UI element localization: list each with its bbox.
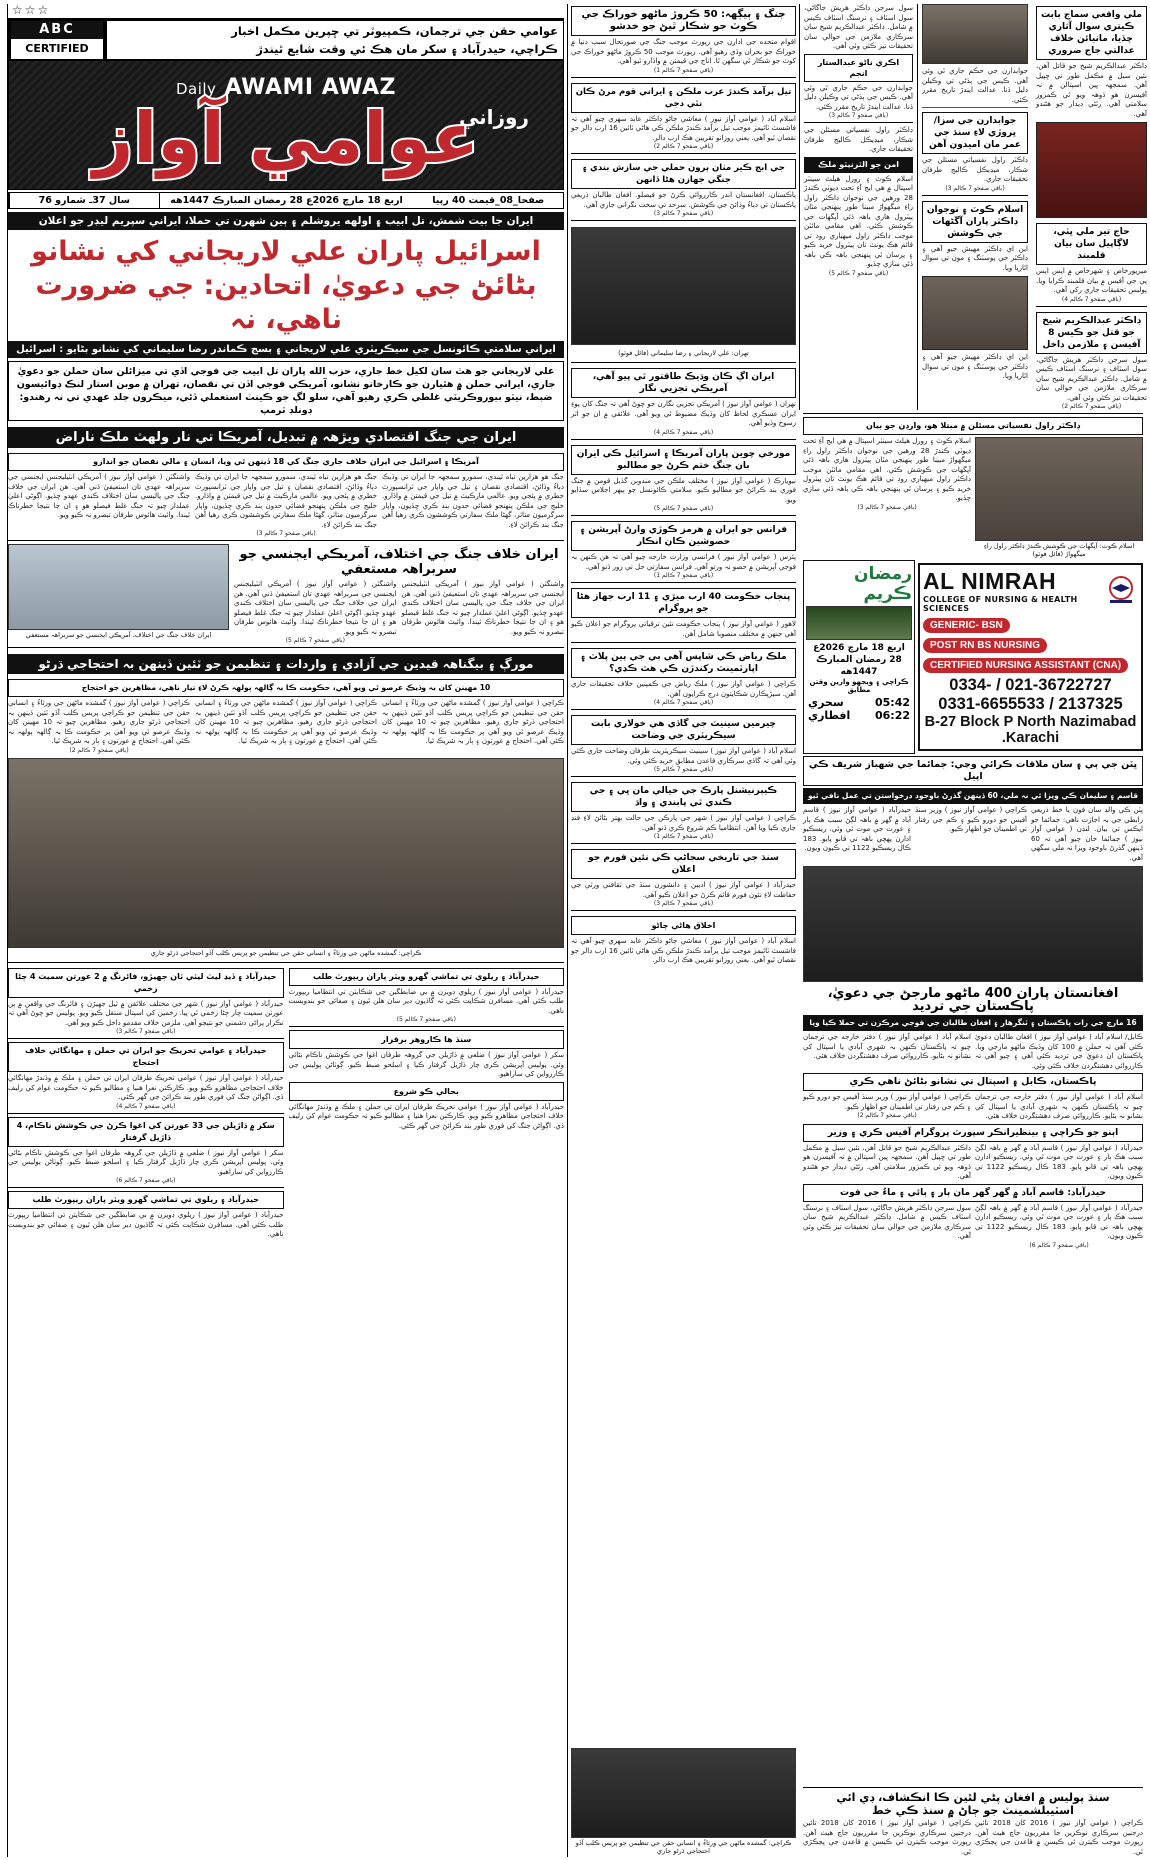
- afghanistan-story: [799, 985, 1147, 1249]
- masthead-logo-sindhi: عوامي آواز: [92, 97, 480, 179]
- boxed-headline: امن جو الٽرنيٽو ملڪ: [804, 157, 913, 173]
- story-body: اسلام آباد ( عوامي آواز نيوز ) معاشي ڄاڻو ڊاڪٽر عابد سهري چيو آهي تہ فاشسٽ ٽائيمز موجب تيل برآمد ڪندڙ ملڪن ڪي هاڻي ٽائين 16 ارب ڊالر جو نقصان ٿيو آهي. يعني روزانو تقريبن هڪ ارب ڊالر.: [571, 937, 797, 964]
- continued-ref: (باقي صفحو 7 ڪالم 1): [653, 833, 714, 840]
- story-body: حيدرآباد ( عوامي آواز نيوز ) عوامي تحريڪ طرفان ايران تي حملن ۽ ملڪ ۾ وڌندڙ مهانگائي خلاف احتجاجي مظاهرو ڪيو ويو. ڪارڪنن نعرا هنيا ۽ مطالبو ڪيو تہ حڪومت عوام کي رليف ڏي. اڳواڻن جنگ کي فوري طور بند ڪرائڻ جي گهر ڪئي.: [288, 1102, 564, 1130]
- story-headline: سکر ۾ ڌاڙيلن جي 33 عورتن کي اغوا ڪرڻ جي ڪوشش ناڪام، 4 ڌاڙيل گرفتار: [8, 1117, 284, 1147]
- story-headline: پاڪستان، ڪابل ۽ اسپتال تي نشانو بڻائڻ ناهي ڪري: [803, 1073, 1143, 1091]
- abc-certified-badge: [9, 19, 105, 61]
- story-headline: فرانس جو ايران ۾ هرمز ڪوڙي وارڻ آپريشن ۽ حصوشين ڪان انڪار: [571, 521, 796, 551]
- dateline-pages-price: صفحا_08_قيمت 40 رپيا: [432, 195, 545, 206]
- story-body: ڪراچي ( عوامي آواز نيوز ) وزير سنڌ آفيس جو دورو ڪيو ۽ ڪم جي رفتار تي اطمينان جو اظهار ڪيو.: [915, 806, 1027, 833]
- rating-stars: ☆☆☆: [12, 3, 51, 17]
- story-headline: ايران اڳ ڪان وڌيڪ طاقتور ٿي پيو آهي، آمريڪي تجزيي نگار: [571, 368, 796, 398]
- story-body: واشنگٽن ( عوامي آواز نيوز ) آمريڪي انٽيليجنس ايجنسي جي سربراهہ عهدي تان استعيفيٰ ڏني آهي. هن ايران جي خلاف جنگ جي پاليسي سان اختلاف ڪندي عهدو ڇڏيو. اڳوڻي اعليٰ عملدار چيو تہ جنگ غلط فيصلو هو ۽ ان جا نتيجا خطرناڪ ٿيندا. وائيٽ هائوس طرفان تبصرو نہ ڪيو ويو.: [8, 473, 190, 519]
- official-portrait-photo: [8, 544, 229, 630]
- dateline-date: اربع 18 مارچ 2026ع 28 رمضان المبارڪ 1447هه: [159, 193, 414, 208]
- story-body: سکر ( عوامي آواز نيوز ) ضلعي ۾ ڌاڙيلن جي گروهہ طرفان اغوا جي ڪوشش ناڪام بڻائي وئي. پوليس آپريشن ڪري چار ڌاڙيل گرفتار ڪيا ۽ اسلحو ضبط ڪيو. ڳوٺاڻن پوليس جي ڪاررواين کي ساراهيو.: [288, 1051, 564, 1078]
- story-body: ڊاڪٽر عبدالڪريم شيخ جو قاتل آهن، نئين سيل ۾ مڪمل طور تي ڇپيل آهن. سمجهہ ڀين اسپتالن ۾ نہ آفيسرن هو ڏوهہ ويو ئي ڪمزور سلامتي آهي. رٿڻي ديدار جو هڻندو آهي.: [1036, 62, 1147, 118]
- ad-address: B-27 Block P North Nazimabad Karachi.: [924, 714, 1137, 746]
- column-2: [917, 4, 1032, 410]
- story-photo: [975, 437, 1143, 541]
- story-body: جنگ هو هزارين تباه ٿيندي، سمورو سمجهہ جا ايران تي وڌيڪ دٻاءُ وڌائڻ، اقتصادي نقصان ۽ تيل جي واپار جي ٽرانسپورٽ خطري ۾ پئجي ويو. عالمي مارڪيٽ ۾ تيل جي قيمتن ۾ واڌارو. خليج جي ملڪن پنهنجو فضائي حدون بند ڪري ڇڏيون، واپار سرگرميون متاثر، گهڻا ملڪ سفارتي ڪوششون ڪري رهيا آهن جنگ بند ڪرائڻ لاءِ.: [382, 473, 564, 529]
- jemima-story: [799, 754, 1147, 985]
- story-headline: ڪيٻرنيشنل پارڪ جي خيالي مان ڀي ۽ جي ڪندي ٿي پابندي ۽ واڌ: [571, 782, 796, 812]
- story-body: سول سرجن ڊاڪٽر هريش جاگاڻي، سول اسٽاف ۽ نرسنگ اسٽاف ڪيس ۾ شامل. ڊاڪٽر عبدالڪريم شيخ سان سرڪاري ملازمن جي حوالي سان تحقيقات تيز ڪئي وئي آهي.: [1036, 355, 1147, 402]
- continued-ref: (باقي صفحو 7 ڪالم 5): [653, 766, 714, 773]
- continued-ref: (باقي صفحو 7 ڪالم 3): [256, 530, 316, 537]
- boxed-headline: سنڌ ها ڪاروهر برقرار: [289, 1030, 565, 1049]
- continued-ref: (باقي صفحو 7 ڪالم 2): [69, 746, 129, 754]
- story-headline: ملڪ رياض ڪي شاپس آهي بي جي ٻين پلاٽ ۽ اپارٽمينٽ رکندڙن ڪي هٿ ڪڍي؟: [571, 648, 796, 678]
- ramzan-date-hijri: 28 رمضان المبارڪ 1447هه: [816, 655, 902, 677]
- doctor-story-strip: [799, 410, 1147, 560]
- ramzan-date-greg: اربع 18 مارچ 2026ع: [813, 643, 905, 653]
- story-body: اين اي ڊاڪٽر مهيش جيو آهي ۽ ڊاڪٽر جي پوسٽنگ ۽ مون تي سوال اٿاريا ويا.: [922, 353, 1028, 380]
- story-headline: ايران خلاف جنگ جي اختلاف، آمريڪي ايجنسي جو سربراهہ مستعفي: [239, 547, 559, 577]
- center-region: [567, 4, 799, 1857]
- story-body: جوابدارن جي حڪم جاري ٿي وئي آهي. ڪيس جي ٻڌڻي تي وڪيلن دليل ڏنا. عدالت ايندڙ تاريخ مقرر ڪئي.: [922, 67, 1028, 104]
- masthead: [8, 4, 564, 209]
- ad-brand: AL NIMRAH: [923, 568, 1057, 594]
- tagline-1: عوامي حقن جي ترجمان، ڪمپيوٽر تي ڇپرين مڪمل اخبار: [231, 24, 558, 38]
- continued-ref: (باقي صفحو 7 ڪالم 3): [945, 184, 1005, 192]
- ad-program-3: CERTIFIED NURSING ASSISTANT (CNA): [923, 658, 1128, 673]
- masthead-daily-label: Daily: [175, 80, 217, 98]
- continued-ref: (باقي صفحو 7 ڪالم 2): [653, 143, 714, 150]
- graduation-cap-icon: [1104, 574, 1138, 608]
- story-headline: ايران جي جنگ اقتصادي ويڙهہ ۾ تبديل، آمريڪا تي نار ولهٽ ملڪ ناراض: [8, 427, 564, 448]
- iftar-time: 06:22: [874, 709, 910, 722]
- story-headline: جوابدارن جي سزا/ڀروڙي لاءِ سنڌ جي عمر مان اميدون آهن: [922, 112, 1028, 154]
- certified-label: CERTIFIED: [11, 39, 103, 59]
- story-headline: حيدرآباد ۽ ريلوي تي تماشي گهرو ويٽر پاران ريپورٽ طلب: [8, 1191, 284, 1209]
- story-body: حيدرآباد ( عوامي آواز نيوز ) قاسم آباد ۾ گهر ۾ باهہ لڳڻ سبب هڪ ٻار ۽ عورت جي موت ٿي وئي. ريسڪيو ادارن پهچي باهہ تي قابو پايو. 183 ڪال ريسڪيو 1122 تي ڪيون ويون.: [975, 1143, 1143, 1180]
- continued-ref: (باقي صفحو 7 ڪالم 6): [116, 1177, 176, 1184]
- story-headline: حيدرآباد ۽ ڏيڍ ليٽ ليٽي ٽان جهيڙو، فائرنگ ۾ 2 عورتن سميت 4 ڄڻا زخمي: [8, 968, 284, 998]
- story-headline: ڊاڪٽر عبدالڪريم شيخ جو قتل جو ڪيس 8 آفيسن ۽ ملازمن داخل: [1036, 312, 1147, 354]
- continued-ref: (باقي صفحو 7 ڪالم 4): [1061, 295, 1122, 303]
- ramzan-timings-box: [803, 560, 915, 754]
- lead-strap: ايران جا بيت شمش، تل ابيب ۽ اولهه يروشلم ۽ ٻين شهرن تي حملا، ايراني سپريم ليڊر جو اعلان: [8, 212, 564, 230]
- continued-ref: (باقي صفحو 7 ڪالم 5): [653, 505, 714, 512]
- photo-caption: ڪراچي: گمشده ماڻهن جي ورثاءُ ۽ انساني حقن جي تنظيمن جو پريس ڪلب آڏو احتجاجي ڌرڻو جاري: [150, 948, 422, 957]
- story-body: حيدرآباد ( عوامي آواز نيوز ) اديبن ۽ دانشورن سنڌ جي ثقافتي ورثي جي حفاظت لاءِ نئون فورم قائم ڪرڻ جو اعلان ڪيو آهي.: [571, 881, 796, 899]
- iftar-label: افطاري: [808, 709, 851, 722]
- story-body: سکر ( عوامي آواز نيوز ) ضلعي ۾ ڌاڙيلن جي گروهہ طرفان اغوا جي ڪوشش ناڪام بڻائي وئي. پوليس آپريشن ڪري چار ڌاڙيل گرفتار ڪيا ۽ اسلحو ضبط ڪيو. ڳوٺاڻن پوليس جي ڪاررواين کي ساراهيو.: [8, 1148, 284, 1176]
- continued-ref: (باقي صفحو 7 ڪالم 1): [653, 66, 714, 74]
- story-headline: جي ابج ڪير مٺان ٻرون حملي جي سازش بندي ۽ جنگي جهازن هڻا ڏانهن: [571, 159, 796, 189]
- story-body: حيدرآباد ( عوامي آواز نيوز ) عوامي تحريڪ طرفان ايران تي حملن ۽ ملڪ ۾ وڌندڙ مهانگائي خلاف احتجاجي مظاهرو ڪيو ويو. ڪارڪنن نعرا هنيا ۽ مطالبو ڪيو تہ حڪومت عوام کي رليف ڏي. اڳواڻن جنگ کي فوري طور بند ڪرائڻ جي گهر ڪئي.: [8, 1074, 284, 1101]
- story-body: پاڪستان، افغانستان اندر ڪارروائي ڪرڻ جو فيصلو. افغان طالبان ذريعي پاڪستان تي دٻاءُ وڌائڻ جي ڪوشش. سرحد تي سخت نگراني جاري آهي.: [571, 191, 796, 209]
- briefs-grid: [8, 966, 564, 1858]
- continued-ref: (باقي صفحو 7 ڪالم 2): [857, 1112, 917, 1119]
- story-body: نيويارڪ ( عوامي آواز نيوز ) مختلف ملڪن جي مندوبن گڏيل قومن ۾ جنگ فوري بند ڪرائڻ جو مطالبو ڪيو. سلامتي ڪائونسل جو ٻيهر اجلاس سڏايو ويو.: [571, 476, 796, 504]
- story-strap: 16 مارچ جي رات پاڪستان ۽ ٽنگرهار ۽ افغان طالبان جي فوجي مرڪزن تي حملا ڪيا ويا: [803, 1015, 1143, 1031]
- story-body: جنگ هو هزارين تباه ٿيندي، سمورو سمجهہ جا ايران تي وڌيڪ دٻاءُ وڌائڻ، اقتصادي نقصان ۽ تيل جي واپار جي ٽرانسپورٽ خطري ۾ پئجي ويو. عالمي مارڪيٽ ۾ تيل جي قيمتن ۾ واڌارو. خليج جي ملڪن پنهنجو فضائي حدون بند ڪري ڇڏيون، واپار سرگرميون متاثر، گهڻا ملڪ سفارتي ڪوششون ڪري رهيا آهن جنگ بند ڪرائڻ لاءِ.: [195, 473, 377, 529]
- right-region: [7, 4, 567, 1857]
- story-headline: مورڳ ۽ بيگناهہ قيدين جي آزادي ۽ واردات ۽ تنظيمن جو ٽئين ڏينهن بہ احتجاجي ڌرڻو: [8, 654, 564, 674]
- story-body: اين اي ڊاڪٽر مهيش جيو آهي ۽ ڊاڪٽر جي پوسٽنگ ۽ مون تي سوال اٿاريا ويا.: [922, 244, 1028, 272]
- story-body: ڪابل/ اسلام آباد ( عوامي آواز نيوز ) افغان طالبان دعويٰ ڪئي آهي تہ حملن ۾ 100 کان وڌيڪ ماڻهو مارجي ويا. پاڪستان ان دعويٰ جي ترديد ڪئي آهي ۽ چيو آهي تہ ڪارروائي دهشتگردن خلاف ڪئي وئي.: [975, 1033, 1144, 1070]
- abc-certification-row: [9, 19, 563, 61]
- story-body: سول سرجن ڊاڪٽر هريش جاگاڻي، سول اسٽاف ۽ نرسنگ اسٽاف ڪيس ۾ شامل. ڊاڪٽر عبدالڪريم شيخ سان سرڪاري ملازمن جي حوالي سان تحقيقات تيز ڪئي وئي آهي.: [803, 1203, 971, 1240]
- continued-ref: (باقي صفحو 7 ڪالم 2): [1061, 403, 1122, 410]
- ramzan-city-line: ڪراچي ۽ ويجهو وارين وقتن مطابق: [809, 678, 909, 694]
- sindh-police-story: [799, 1784, 1147, 1857]
- sehri-label: سحري: [808, 696, 844, 709]
- leaders-photo: [571, 227, 796, 345]
- continued-ref: (باقي صفحو 7 ڪالم 3): [653, 210, 714, 217]
- photo-caption: اسلام ڪوٽ: آپگهات جي ڪوشش ڪندڙ ڊاڪٽر راول راءِ ميگهواڙ (فائل فوٽو): [983, 542, 1135, 558]
- story-strap: آمريڪا ۽ اسرائيل جي ايران خلاف جاري جنگ کي 18 ڏينهن ٿي ويا، انسان ۽ مالي نقصان جو اندازو: [8, 453, 564, 471]
- photo-caption: ڪراچي: گمشده ماڻهن جي ورثاءُ ۽ انساني حقن جي تنظيمن جو پريس ڪلب آڏو احتجاجي ڌرڻو جاري: [575, 1839, 792, 1855]
- story-headline: ڀٽن جي ٻي ۽ سان ملاقات ڪرائي وڃي: جمائما جي شهباز شريف ڪي اپيل: [803, 756, 1143, 786]
- boxed-headline: اخلاق هاڻي ڄاڻو: [571, 916, 796, 935]
- story-body: جوابدارن جي حڪم جاري ٿي وئي آهي. ڪيس جي ٻڌڻي تي وڪيلن دليل ڏنا. عدالت ايندڙ تاريخ مقرر ڪئي.: [804, 83, 913, 111]
- mosque-illustration: [806, 606, 912, 640]
- ad-row: [799, 560, 1147, 754]
- story-headline: سنڌ جي تاريخي سجاڻپ ڪي نئين فورم جو اعلان: [571, 849, 796, 879]
- story-headline: چيرمين سينيٽ جي گاڏي هي خولاري بابت سيڪريٽري جي وضاحت: [571, 715, 796, 745]
- story-headline: حيدرآباد ۽ عوامي تحريڪ جو ايران تي حملن ۽ مهانگائي خلاف احتجاج: [8, 1042, 284, 1072]
- story-headline: سنڌ پوليس ۾ افغان پڻي لئين ڪا انڪشاف، ڊي ائي اسٽيبلشمينٽ جو ڄاڻ ۾ سنڌ ڪي خط: [836, 1791, 1110, 1817]
- tagline-2: ڪراچي، حيدرآباد ۽ سکر مان هڪ ئي وقت شايع ٿيندڙ: [256, 42, 558, 56]
- ad-program-2: POST RN BS NURSING: [923, 638, 1047, 653]
- story-body: حيدرآباد ( عوامي آواز نيوز ) ريلوي ڊويزن ۾ بي ضابطگين جي شڪايتن تي انتظاميا ريپورٽ طلب ڪئي آهي. مسافرن شڪايت ڪئي تہ گاڏيون دير سان هلن ٿيون ۽ صفائي جو بندوبست ناهي.: [8, 1211, 284, 1238]
- lead-sub-strap: ايراني سلامتي ڪائونسل جي سيڪريٽري علي لاريجاني ۽ بسج ڪماندر رضا سليماني کي نشانو بڻايو : اسرائيل: [8, 341, 564, 358]
- column-3: [799, 4, 917, 410]
- story-body: ڪراچي ( عوامي آواز نيوز ) ملڪ رياض جي ڪمپنين خلاف تحقيقات جاري آهن. سيڙپڪارن شڪايتون درج ڪرايون آهن.: [571, 680, 796, 698]
- story-headline: اسلام ڪوٽ ۽ نوجوان ڊاڪٽر پاران آڱڻهات جي ڪوشش: [922, 201, 1028, 243]
- masthead-logo-area: [9, 61, 563, 189]
- story-body: ڊاڪٽر راول نفسياتي مسئلن جي شڪار، ميڊيڪل ڪاليج طرفان تحقيقات جاري.: [804, 126, 913, 153]
- continued-ref: (باقي صفحو 7 ڪالم 6): [1029, 1241, 1089, 1249]
- masthead-taglines: [105, 19, 563, 61]
- boxed-headline: بحالي ڪو شروع: [289, 1082, 565, 1101]
- story-body: حيدرآباد ( عوامي آواز نيوز ) قاسم آباد ۾ گهر ۾ باهہ لڳڻ سبب هڪ ٻار ۽ عورت جي موت ٿي وئي. ريسڪيو ادارن پهچي باهہ تي قابو پايو. 183 ڪال ريسڪيو 1122 تي ڪيون ويون.: [803, 806, 911, 852]
- photo-caption: ايران خلاف جنگ جي اختلاف، آمريڪي ايجنسي جو سربراهہ مستعفي: [25, 631, 212, 639]
- story-body: اسلام آباد ( عوامي آواز نيوز ) معاشي ڄاڻو ڊاڪٽر عابد سهري چيو آهي تہ فاشسٽ ٽائيمز موجب تيل برآمد ڪندڙ ملڪن ڪي هاڻي ٽائين 16 ارب ڊالر جو نقصان ٿيو آهي. يعني روزانو تقريبن هڪ ارب ڊالر.: [571, 114, 797, 142]
- story-body: ڪراچي ( عوامي آواز نيوز ) شهر جي پارڪن جي حالت بهتر بڻائڻ لاءِ فنڊ جاري ڪيا ويا آهن. انتظاميا ڪم شروع ڪري ڏنو آهي.: [571, 814, 796, 832]
- story-body: حيدرآباد ( عوامي آواز نيوز ) قاسم آباد ۾ گهر ۾ باهہ لڳڻ سبب هڪ ٻار ۽ عورت جي موت ٿي وئي. ريسڪيو ادارن پهچي باهہ تي قابو پايو. 183 ڪال ريسڪيو 1122 تي ڪيون ويون.: [975, 1203, 1143, 1240]
- continued-ref: (باقي صفحو 7 ڪالم 5): [285, 637, 345, 644]
- ramzan-title: رمضان ڪريم: [854, 564, 912, 604]
- lead-sub-text: علي لاريجاني جو هٿ سان لکيل خط جاري، حزب الله پاران تل ابيب جي فوجي اڏي تي ميزائلن سان حملن جو دعويٰ جاري، ايراني حملن ۾ هٿيارن جو ڪارخانو نشانو، آمريڪي فوجي اڏن تي نقصان، تهران ۾ موبن استار لنڪ ڊوائيسون ضبط، نيٽو بيوروڪريٽي غلطي ڪري رهيو آهي، سلو لڳ جو ڪينٽ استعملي ڏئي، ميڪرون جلد عهدي تي نہ رهندو: ڊونلڊ ٽرمپ: [8, 361, 564, 421]
- story-body: تهران ( عوامي آواز نيوز ) آمريڪي تجزيي نگارن جو چوڻ آهي تہ جنگ کان پوءِ ايران عسڪري لحاظ کان وڌيڪ مضبوط ٿي ويو آهي. علائقي ۾ ان جو اثر رسوخ وڌيو آهي.: [571, 400, 796, 427]
- story-body: واشنگٽن ( عوامي آواز نيوز ) آمريڪي انٽيليجنس ايجنسي جي سربراهہ عهدي تان استعيفيٰ ڏني آهي. هن ايران جي خلاف جنگ جي پاليسي سان اختلاف ڪندي عهدو ڇڏيو. اڳوڻي اعليٰ عملدار چيو تہ جنگ غلط فيصلو هو ۽ ان جا نتيجا خطرناڪ ٿيندا. وائيٽ هائوس طرفان تبصرو نہ ڪيو ويو.: [234, 580, 397, 636]
- ad-program-1: GENERIC- BSN: [923, 618, 1010, 633]
- story-body: اسلام آباد ( عوامي آواز نيوز ) دفتر خارجه جي ترجمان چيو تہ پاڪستان ڪنهن بہ شهري آبادي يا اسپتال کي نشانو نہ بڻايو. ڪارروائي صرف دهشتگردن خلاف هئي.: [975, 1093, 1143, 1120]
- left-top-row: [799, 4, 1147, 410]
- story-headline: حيدرآباد ۽ ريلوي تي تماشي گهرو ويٽر پاران ريپورٽ طلب: [289, 968, 565, 986]
- story-body: ڊاڪٽر راول نفسياتي مسئلن جي شڪار، ميڊيڪل ڪاليج طرفان تحقيقات جاري.: [922, 156, 1028, 183]
- dateline-volume: سال 37ـ شمارو 76: [9, 193, 159, 208]
- portrait-photo: [1036, 122, 1147, 218]
- continued-ref: (باقي صفحو 7 ڪالم 3): [653, 900, 714, 907]
- story-headline: افغانستان پاران 400 ماڻهو مارجڻ جي دعويٰ، پاڪستان جي ترديد: [827, 986, 1119, 1014]
- story-headline: پنجاب حڪومت 40 ارب ميڙي ۽ 11 ارب جهاز هڻا جو پروگرام: [571, 588, 796, 618]
- continued-ref: (باقي صفحو 7 ڪالم 5): [396, 1016, 456, 1023]
- press-conference-photo: [571, 1748, 796, 1838]
- story-body: ڪراچي ( عوامي آواز نيوز ) 2016 کان 2018 تائين درجنين سرڪاري نوڪرين جا مقرريون جاچ هيٺ آهن. رپورٽ موجب ڪيترن ئي ڪيسن ۾ قاعدن جي ڀڃڪڙي ٿي.: [803, 1819, 971, 1856]
- story-strap: 10 مهينن کان بہ وڌيڪ عرصو ٿي ويو آهي، حڪومت ڪا بہ ڳالهہ ٻولهہ ڪرڻ لاءِ تيار ناهي، مظاهرين جو احتجاج: [8, 679, 564, 697]
- story-body: ڪراچي ( عوامي آواز نيوز ) وزير سنڌ آفيس جو دورو ڪيو ۽ ڪم جي رفتار تي اطمينان جو اظهار ڪيو.: [803, 1093, 971, 1111]
- story-headline: جنگ ۽ ٻيڳھہ: 50 ڪروڙ ماڻهو خوراڪ جي ڪوٽ جو شڪار ٿيڻ جو خدشو: [571, 6, 796, 36]
- story-body: حيدرآباد ( عوامي آواز نيوز ) ريلوي ڊويزن ۾ بي ضابطگين جي شڪايتن تي انتظاميا ريپورٽ طلب ڪئي آهي. مسافرن شڪايت ڪئي تہ گاڏيون دير سان هلن ٿيون ۽ صفائي جو بندوبست ناهي.: [288, 987, 564, 1015]
- protest-photo: [8, 758, 564, 948]
- story-body: ميرپورخاص ۽ شهرخاص ۾ ايس ايس پي جي آفيس ۾ بيان قلمبند ڪرايا ويا. پوليس تحقيقات جاري رکي آهي.: [1036, 267, 1147, 294]
- boxed-headline: اڪري ناڻو عبدالستار انجم: [804, 54, 913, 82]
- story-body: لاهور ( عوامي آواز نيوز ) پنجاب حڪومت نئين ترقياتي پروگرام جو اعلان ڪيو آهي جنهن ۾ مختلف منصوبا شامل آهن.: [571, 620, 796, 638]
- story-body: ڊاڪٽر عبدالڪريم شيخ جو قاتل آهن، نئين سيل ۾ مڪمل طور تي ڇپيل آهن. سمجهہ ڀين اسپتالن ۾ نہ آفيسرن هو ڏوهہ ويو ئي ڪمزور سلامتي آهي. رٿڻي ديدار جو هڻندو آهي.: [803, 1143, 971, 1180]
- story-body: واشنگٽن ( عوامي آواز نيوز ) آمريڪي انٽيليجنس ايجنسي جي سربراهہ عهدي تان استعيفيٰ ڏني آهي. هن ايران جي خلاف جنگ جي پاليسي سان اختلاف ڪندي عهدو ڇڏيو. اڳوڻي اعليٰ عملدار چيو تہ جنگ غلط فيصلو هو ۽ ان جا نتيجا خطرناڪ ٿيندا. وائيٽ هائوس طرفان تبصرو نہ ڪيو ويو.: [401, 580, 564, 636]
- ad-subtitle: COLLEGE OF NURSING & HEALTH SCIENCES: [923, 595, 1078, 613]
- story-body: ڀٽن ڪي والد سان فون يا خط ذريعي رابطي جي بہ اجازت ناهي: جمائما جو ايڪس تي بيان. لنڊن ( عوامي آواز نيوز ) جمائما خان چيو آهي تہ 60 ڏينهن گذرڻ باوجود ويزا نہ ملي سگهي آهي.: [1031, 806, 1143, 862]
- continued-ref: (باقي صفحو 7 ڪالم 3): [828, 112, 889, 119]
- al-nimrah-ad[interactable]: [918, 563, 1143, 751]
- story-headline: ملي واقعي سماج بابت ڪيتري سوال آثاري چڏيا، مانيائن خلاف عدالتي جاج ضروري: [1036, 6, 1147, 60]
- story-headline: حاج تير ملي ڀٽي، لاڳاپيل سان بيان قلمبند: [1036, 223, 1147, 265]
- continued-ref: (باقي صفحو 7 ڪالم 5): [828, 269, 889, 277]
- story-headline: مورخي چوين پاران آمريڪا ۽ اسرائيل ڪي ايران بان جنگ ختم ڪرڻ جو مطالبو: [571, 445, 796, 475]
- group-photo: [922, 4, 1028, 64]
- sehri-time: 05:42: [874, 696, 910, 709]
- lead-headline: اسرائيل پاران علي لاريجاني کي نشانو بڻائڻ جي دعويٰ، اتحادين: جي ضرورت ناهي، نہ: [31, 236, 541, 335]
- masthead-name-en: AWAMI AWAZ: [224, 75, 396, 100]
- continued-ref: (باقي صفحو 7 ڪالم 3): [116, 1028, 176, 1035]
- story-body: حيدرآباد ( عوامي آواز نيوز ) شهر جي مختلف علائقن ۾ ٿيل جهيڙن ۽ فائرنگ جي واقعن ۾ ٻن عورتن سميت چار ڄڻا زخمي ٿي پيا. زخمين کي اسپتال منتقل ڪيو ويو. پوليس جو چوڻ آهي تہ تڪرار پراڻي دشمني جو نتيجو آهي. ملزمن خلاف مقدمو داخل ڪيو ويو آهي.: [8, 999, 284, 1027]
- child-photo: [922, 276, 1028, 350]
- abc-label: ABC: [11, 21, 103, 39]
- story-body: ڪراچي ( عوامي آواز نيوز ) گمشده ماڻهن جي ورثاءُ ۽ انساني حقن جي تنظيمن جو ڪراچي پريس ڪلب آڏو ٽئين ڏينهن بہ احتجاجي ڌرڻو جاري رهيو. مظاهرين چيو تہ 10 مهينن کان وڌيڪ عرصو ٿي ويو آهي پر حڪومت ڪا بہ ڳالهہ ٻولهہ نہ ڪئي آهي. احتجاج ۾ عورتون ۽ ٻار بہ شريڪ ٿيا.: [195, 699, 377, 745]
- continued-ref: (باقي صفحو 7 ڪالم 1): [653, 572, 714, 579]
- continued-ref: (باقي صفحو 7 ڪالم 4): [653, 428, 714, 436]
- politicians-photo: [803, 866, 1143, 982]
- dateline-bar: [8, 192, 564, 209]
- story-body: ڪراچي ( عوامي آواز نيوز ) گمشده ماڻهن جي ورثاءُ ۽ انساني حقن جي تنظيمن جو ڪراچي پريس ڪلب آڏو ٽئين ڏينهن بہ احتجاجي ڌرڻو جاري رهيو. مظاهرين چيو تہ 10 مهينن کان وڌيڪ عرصو ٿي ويو آهي پر حڪومت ڪا بہ ڳالهہ ٻولهہ نہ ڪئي آهي. احتجاج ۾ عورتون ۽ ٻار بہ شريڪ ٿيا.: [382, 699, 564, 745]
- story-headline: تيل برآمد ڪندڙ عرب ملڪن ۽ ايراني قوم مرڻ ڪان نٿي دجي: [571, 83, 796, 113]
- left-region: [799, 4, 1147, 1857]
- masthead-rozani: روزاني: [458, 105, 529, 129]
- story-body: اسلام آباد ( عوامي آواز نيوز ) سينيٽ سيڪريٽريٽ طرفان وضاحت جاري ڪئي وئي آهي تہ گاڏي سرڪاري قاعدن مطابق خريد ڪئي وئي.: [571, 747, 796, 765]
- continued-ref: (باقي صفحو 7 ڪالم 4): [653, 699, 714, 706]
- story-body: اسلام ڪوٽ ۽ رورل هيلٿ سينٽر اسپتال ۾ هي ايج آءِ تحت ڊيوٽي ڪندڙ 28 ورهين جي نوجوان ڊاڪٽر راول راءِ ميگهواڙ مبينا طور پنهنجي مٿان پيٽرول هاري باهہ ڏئي آپگهات جي ڪوشش ڪئي. اهي مقامي مائٽن موجب ڊاڪٽر راول ميهياري رود تي قائم هڪ يونٽ تان پيٽرول خريد ڪيو ۽ پرسان ٿي پنهنجي باهہ ڪي باهہ ڏئي سازي چڏيو.: [804, 174, 913, 268]
- story-body: ڪراچي ( عوامي آواز نيوز ) 2016 کان 2018 تائين درجنين سرڪاري نوڪرين جا مقرريون جاچ هيٺ آهن. رپورٽ موجب ڪيترن ئي ڪيسن ۾ قاعدن جي ڀڃڪڙي ٿي.: [975, 1819, 1143, 1856]
- masthead-box: [8, 18, 564, 190]
- continued-ref: (باقي صفحو 7 ڪالم 3): [857, 503, 917, 511]
- ad-phones: 021-36722727 / 0334-2137325 / 0331-6655533: [938, 676, 1123, 713]
- story-body: اقوام متحده جي ادارن جي رپورٽ موجب جنگ جي صورتحال سبب دنيا ۾ خوراڪ جو بحران وڌي رهيو آهي. رپورٽ موجب 50 ڪروڙ ماڻهو خوراڪ جي کوٽ جو شڪار ٿي سگهن ٿا. اناج جي قيمتن ۾ واڌارو ٿيو آهي.: [571, 38, 796, 65]
- story-body: ڪراچي ( عوامي آواز نيوز ) گمشده ماڻهن جي ورثاءُ ۽ انساني حقن جي تنظيمن جو ڪراچي پريس ڪلب آڏو ٽئين ڏينهن بہ احتجاجي ڌرڻو جاري رهيو. مظاهرين چيو تہ 10 مهينن کان وڌيڪ عرصو ٿي ويو آهي پر حڪومت ڪا بہ ڳالهہ ٻولهہ نہ ڪئي آهي. احتجاج ۾ عورتون ۽ ٻار بہ شريڪ ٿيا.: [8, 699, 190, 745]
- continued-ref: (باقي صفحو 7 ڪالم 4): [116, 1102, 176, 1110]
- story-strap: قاسم ۽ سليمان ڪي ويزا ئي نہ ملي، 60 ڏينهن گذرڻ باوجود درخواستن تي عمل نافي ٿيو: [803, 788, 1143, 804]
- story-headline: حيدرآباد: قاسم آباد ۾ گهر گهر مان ٻار ۽ ٻائي ۽ ماءُ جي فوت: [803, 1184, 1143, 1202]
- column-1: [1032, 4, 1147, 410]
- story-body: سول سرجن ڊاڪٽر هريش جاگاڻي، سول اسٽاف ۽ نرسنگ اسٽاف ڪيس ۾ شامل. ڊاڪٽر عبدالڪريم شيخ سان سرڪاري ملازمن جي حوالي سان تحقيقات تيز ڪئي وئي آهي.: [804, 4, 913, 50]
- photo-caption: تهران: علي لاريجاني ۽ رضا سليماني (فائل فوٽو): [618, 349, 749, 357]
- story-body: اسلام آباد ( عوامي آواز نيوز ) دفتر خارجه جي ترجمان چيو تہ پاڪستان ڪنهن بہ شهري آبادي يا اسپتال کي نشانو نہ بڻايو. ڪارروائي صرف دهشتگردن خلاف هئي.: [803, 1033, 971, 1060]
- story-headline: اٻنو جو ڪراچي ۽ بينظيرانڪر سپورٽ پروگرام آفيس ڪري ۽ وزير: [803, 1124, 1143, 1142]
- story-body: اسلام ڪوٽ ۽ رورل هيلٿ سينٽر اسپتال ۾ هي ايج آءِ تحت ڊيوٽي ڪندڙ 28 ورهين جي نوجوان ڊاڪٽر راول راءِ ميگهواڙ مبينا طور پنهنجي مٿان پيٽرول هاري باهہ ڏئي آپگهات جي ڪوشش ڪئي. اهي مقامي مائٽن موجب ڊاڪٽر راول ميهياري رود تي قائم هڪ يونٽ تان پيٽرول خريد ڪيو ۽ پرسان ٿي پنهنجي باهہ ڪي باهہ ڏئي سازي چڏيو.: [803, 437, 971, 502]
- story-headline: ڊاڪٽر راول نفسياتي مسئلن ۾ مبتلا هو، وارڊن جو بيان: [803, 417, 1143, 435]
- story-body: پئرس ( عوامي آواز نيوز ) فرانسي وزارت خارجه چيو آهي تہ هن ڪنهن بہ فوجي آپريشن ۾ حصو نہ ورتو آهي. فرانس سفارتي حل تي زور ڏنو آهي.: [571, 553, 796, 571]
